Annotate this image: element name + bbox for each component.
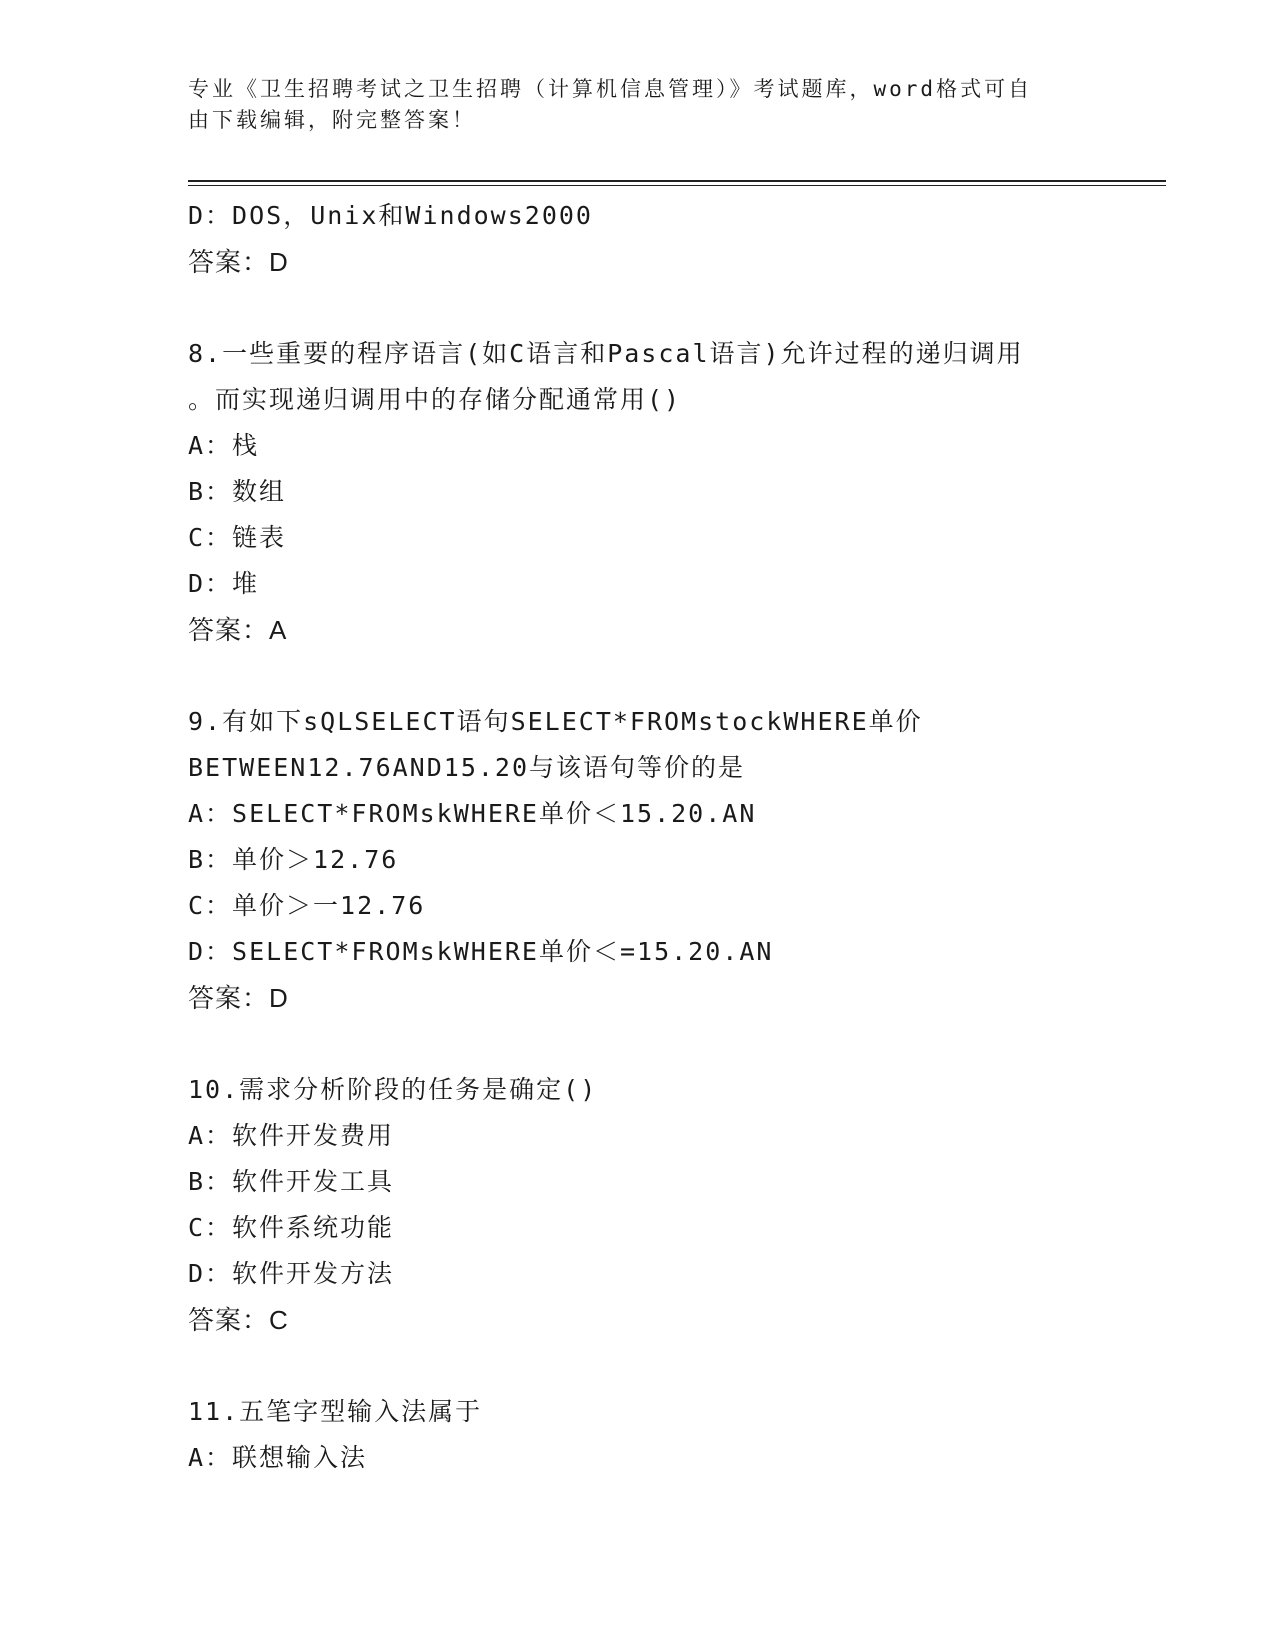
option-b: B：软件开发工具: [188, 1167, 395, 1196]
option-c: C：链表: [188, 523, 287, 552]
header-divider-thin: [188, 185, 1166, 186]
question-stem: 10.需求分析阶段的任务是确定(): [188, 1075, 598, 1104]
header-line-1: 专业《卫生招聘考试之卫生招聘（计算机信息管理）》考试题库，word格式可自: [188, 77, 1033, 101]
question-list: [188, 193, 1128, 1481]
spacer: [188, 653, 1128, 699]
option-d: D：SELECT*FROMskWHERE单价＜=15.20.AN: [188, 937, 774, 966]
option-a: A：软件开发费用: [188, 1121, 395, 1150]
question-block-8: [188, 331, 1128, 653]
option-d: D：软件开发方法: [188, 1259, 395, 1288]
option-c: C：软件系统功能: [188, 1213, 395, 1242]
question-block-9: [188, 699, 1128, 1021]
spacer: [188, 1343, 1128, 1389]
option-c: C：单价＞一12.76: [188, 891, 426, 920]
spacer: [188, 285, 1128, 331]
option-a: A：栈: [188, 431, 260, 460]
answer-line: 答案：C: [188, 1305, 289, 1335]
option-b: B：单价＞12.76: [188, 845, 399, 874]
option-d: D：DOS，Unix和Windows2000: [188, 201, 593, 230]
answer-line: 答案：D: [188, 247, 289, 277]
answer-line: 答案：D: [188, 983, 289, 1013]
question-stem: 11.五笔字型输入法属于: [188, 1397, 483, 1426]
question-stem: 9.有如下sQLSELECT语句SELECT*FROMstockWHERE单价: [188, 707, 923, 736]
option-b: B：数组: [188, 477, 287, 506]
option-a: A：联想输入法: [188, 1443, 368, 1472]
header-divider: [188, 180, 1166, 182]
header-line-2: 由下载编辑，附完整答案！: [188, 108, 476, 132]
question-stem-continued: 。而实现递归调用中的存储分配通常用(): [188, 385, 682, 414]
question-stem-continued: BETWEEN12.76AND15.20与该语句等价的是: [188, 753, 746, 782]
answer-line: 答案：A: [188, 615, 288, 645]
question-stem: 8.一些重要的程序语言(如C语言和Pascal语言)允许过程的递归调用: [188, 339, 1024, 368]
spacer: [188, 1021, 1128, 1067]
option-a: A：SELECT*FROMskWHERE单价＜15.20.AN: [188, 799, 757, 828]
question-block-7: [188, 193, 1128, 285]
question-block-10: [188, 1067, 1128, 1343]
question-block-11: [188, 1389, 1128, 1481]
option-d: D：堆: [188, 569, 260, 598]
document-header: [188, 74, 1068, 136]
